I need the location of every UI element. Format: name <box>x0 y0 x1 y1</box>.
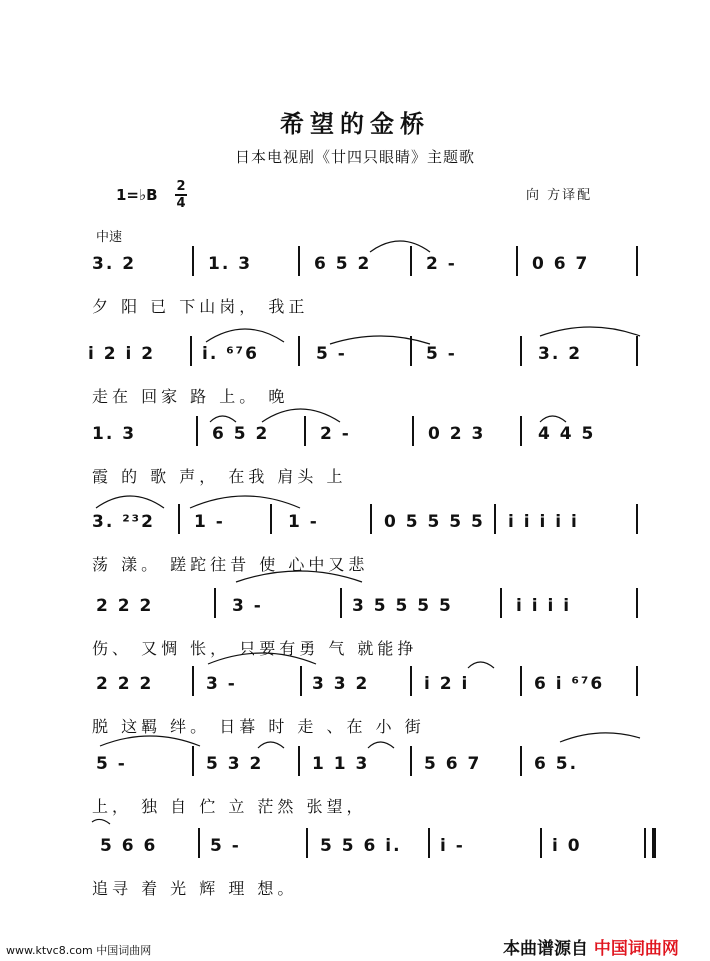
measure: 6 i ⁶⁷6 <box>534 674 605 694</box>
footer-source <box>503 934 679 959</box>
measure: i 0 <box>552 836 582 856</box>
lyric-line: 走在 回家 路 上。 晚 <box>92 387 289 406</box>
measure: 5 5 6 i. <box>320 836 402 856</box>
measure: 1 - <box>194 512 225 532</box>
measure: 3 - <box>232 596 263 616</box>
measure: 2 - <box>426 254 457 274</box>
credit: 向 方译配 <box>526 188 593 203</box>
measure: 6 5. <box>534 754 579 774</box>
meter-bottom: 4 <box>176 196 186 211</box>
measure: 1 - <box>288 512 319 532</box>
measure: 5 6 7 <box>424 754 482 774</box>
measure: 3. ²³2 <box>92 512 155 532</box>
tempo-marking: 中速 <box>96 230 123 245</box>
score-system-8 <box>0 836 710 936</box>
lyric-line: 荡 漾。 蹉跎往昔 使 心中又悲 <box>92 555 369 574</box>
time-signature <box>175 180 187 210</box>
subtitle: 日本电视剧《廿四只眼睛》主题歌 <box>234 148 475 166</box>
key-signature: 1=♭B <box>116 186 158 204</box>
measure: 5 - <box>316 344 347 364</box>
lyric-line: 夕 阳 已 下山岗， 我正 <box>92 297 309 316</box>
measure: 5 - <box>96 754 127 774</box>
measure: 5 - <box>426 344 457 364</box>
measure: 6 5 2 <box>212 424 270 444</box>
measure: 4 4 5 <box>538 424 596 444</box>
measure: 0 5 5 5 5 <box>384 512 485 532</box>
measure: 2 2 2 <box>96 596 154 616</box>
measure: i - <box>440 836 465 856</box>
footer-source-url[interactable]: www.ktvc8.com 中国词曲网 <box>6 944 152 957</box>
measure: 2 2 2 <box>96 674 154 694</box>
measure: 5 3 2 <box>206 754 264 774</box>
lyric-line: 追寻 着 光 辉 理 想。 <box>92 879 298 898</box>
page-title: 希望的金桥 <box>280 109 430 138</box>
measure: 3. 2 <box>92 254 137 274</box>
measure: 5 - <box>210 836 241 856</box>
measure: 1. 3 <box>208 254 253 274</box>
measure: 6 5 2 <box>314 254 372 274</box>
measure: 1 1 3 <box>312 754 370 774</box>
measure: i i i i i <box>508 512 579 532</box>
measure: 3 - <box>206 674 237 694</box>
measure: 1. 3 <box>92 424 137 444</box>
footer-site-name[interactable]: 中国词曲网 <box>593 939 679 959</box>
lyric-line: 上， 独 自 伫 立 茫然 张望， <box>92 797 367 816</box>
footer-source-label: 本曲谱源自 <box>503 939 588 959</box>
lyric-line: 霞 的 歌 声， 在我 肩头 上 <box>92 467 347 486</box>
measure: i 2 i 2 <box>88 344 156 364</box>
measure: 3 3 2 <box>312 674 370 694</box>
measure: 3. 2 <box>538 344 583 364</box>
measure: 5 6 6 <box>100 836 158 856</box>
measure: i 2 i <box>424 674 470 694</box>
lyric-line: 脱 这羁 绊。 日暮 时 走 、在 小 街 <box>92 717 425 736</box>
meter-top: 2 <box>176 179 186 194</box>
measure: 2 - <box>320 424 351 444</box>
measure: 0 2 3 <box>428 424 486 444</box>
measure: i i i i <box>516 596 572 616</box>
measure: i. ⁶⁷6 <box>202 344 259 364</box>
measure: 0 6 7 <box>532 254 590 274</box>
lyric-line: 伤、 又惆 怅， 只要有勇 气 就能挣 <box>92 639 418 658</box>
measure: 3 5 5 5 5 <box>352 596 453 616</box>
